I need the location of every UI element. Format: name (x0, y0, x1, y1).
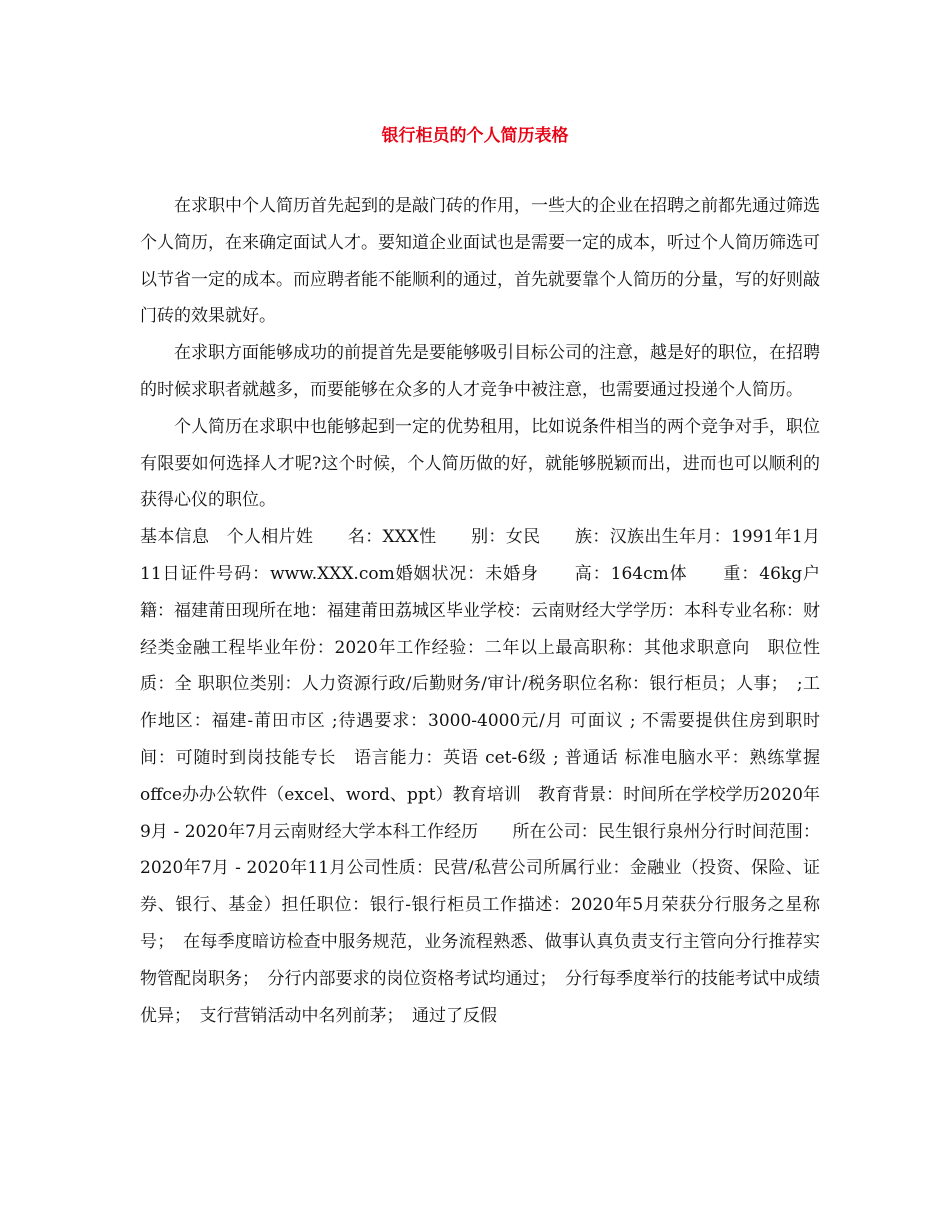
document-title: 银行柜员的个人简历表格 (381, 126, 569, 146)
intro-paragraph: 个人简历在求职中也能够起到一定的优势租用，比如说条件相当的两个竞争对手，职位有限要如何选择人才呢?这个时候，个人简历做的好，就能够脱颖而出，进而也可以顺利的获得心仪的职位。 (140, 416, 820, 511)
intro-paragraph: 在求职方面能够成功的前提首先是要能够吸引目标公司的注意，越是好的职位，在招聘的时候求职者就越多，而要能够在众多的人才竞争中被注意，也需要通过投递个人简历。 (140, 343, 820, 400)
intro-paragraph: 在求职中个人简历首先起到的是敲门砖的作用，一些大的企业在招聘之前都先通过筛选个人简历，在来确定面试人才。要知道企业面试也是需要一定的成本，听过个人简历筛选可以节省一定的成本。而应聘者能不能顺利的通过，首先就要靠个人简历的分量，写的好则敲门砖的效果就好。 (140, 196, 820, 327)
resume-info-block: 基本信息 个人相片姓 名：XXX性 别：女民 族：汉族出生年月：1991年1月11日证件号码：www.XXX.com婚姻状况：未婚身 高：164cm体 重：46kg户 籍：福建莆田现所在地：福建莆田荔城区毕业学校：云南财经大学学历：本科专业名称：财经类金融工程毕业年份：2020年工作经验：二年以上最高职称：其他求职意向 职位性质：全 职职位类别：人力资源行政/后勤财务/审计/税务职位名称：银行柜员；人事； ;工作地区：福建-莆田市区 ;待遇要求：3000-4000元/月 可面议 ; 不需要提供住房到职时间：可随时到岗技能专长 语言能力：英语 cet-6级 ; 普通话 标准电脑水平：熟练掌握offce办办公软件（excel、word、ppt）教育培训 教育背景：时间所在学校学历2020年9月 - 2020年7月云南财经大学本科工作经历 所在公司：民生银行泉州分行时间范围：2020年7月 - 2020年11月公司性质：民营/私营公司所属行业：金融业（投资、保险、证券、银行、基金）担任职位：银行-银行柜员工作描述：2020年5月荣获分行服务之星称号； 在每季度暗访检查中服务规范，业务流程熟悉、做事认真负责支行主管向分行推荐实物管配岗职务； 分行内部要求的岗位资格考试均通过； 分行每季度举行的技能考试中成绩优异； 支行营销活动中名列前茅； 通过了反假 (140, 527, 854, 1026)
document-body (140, 188, 854, 1034)
